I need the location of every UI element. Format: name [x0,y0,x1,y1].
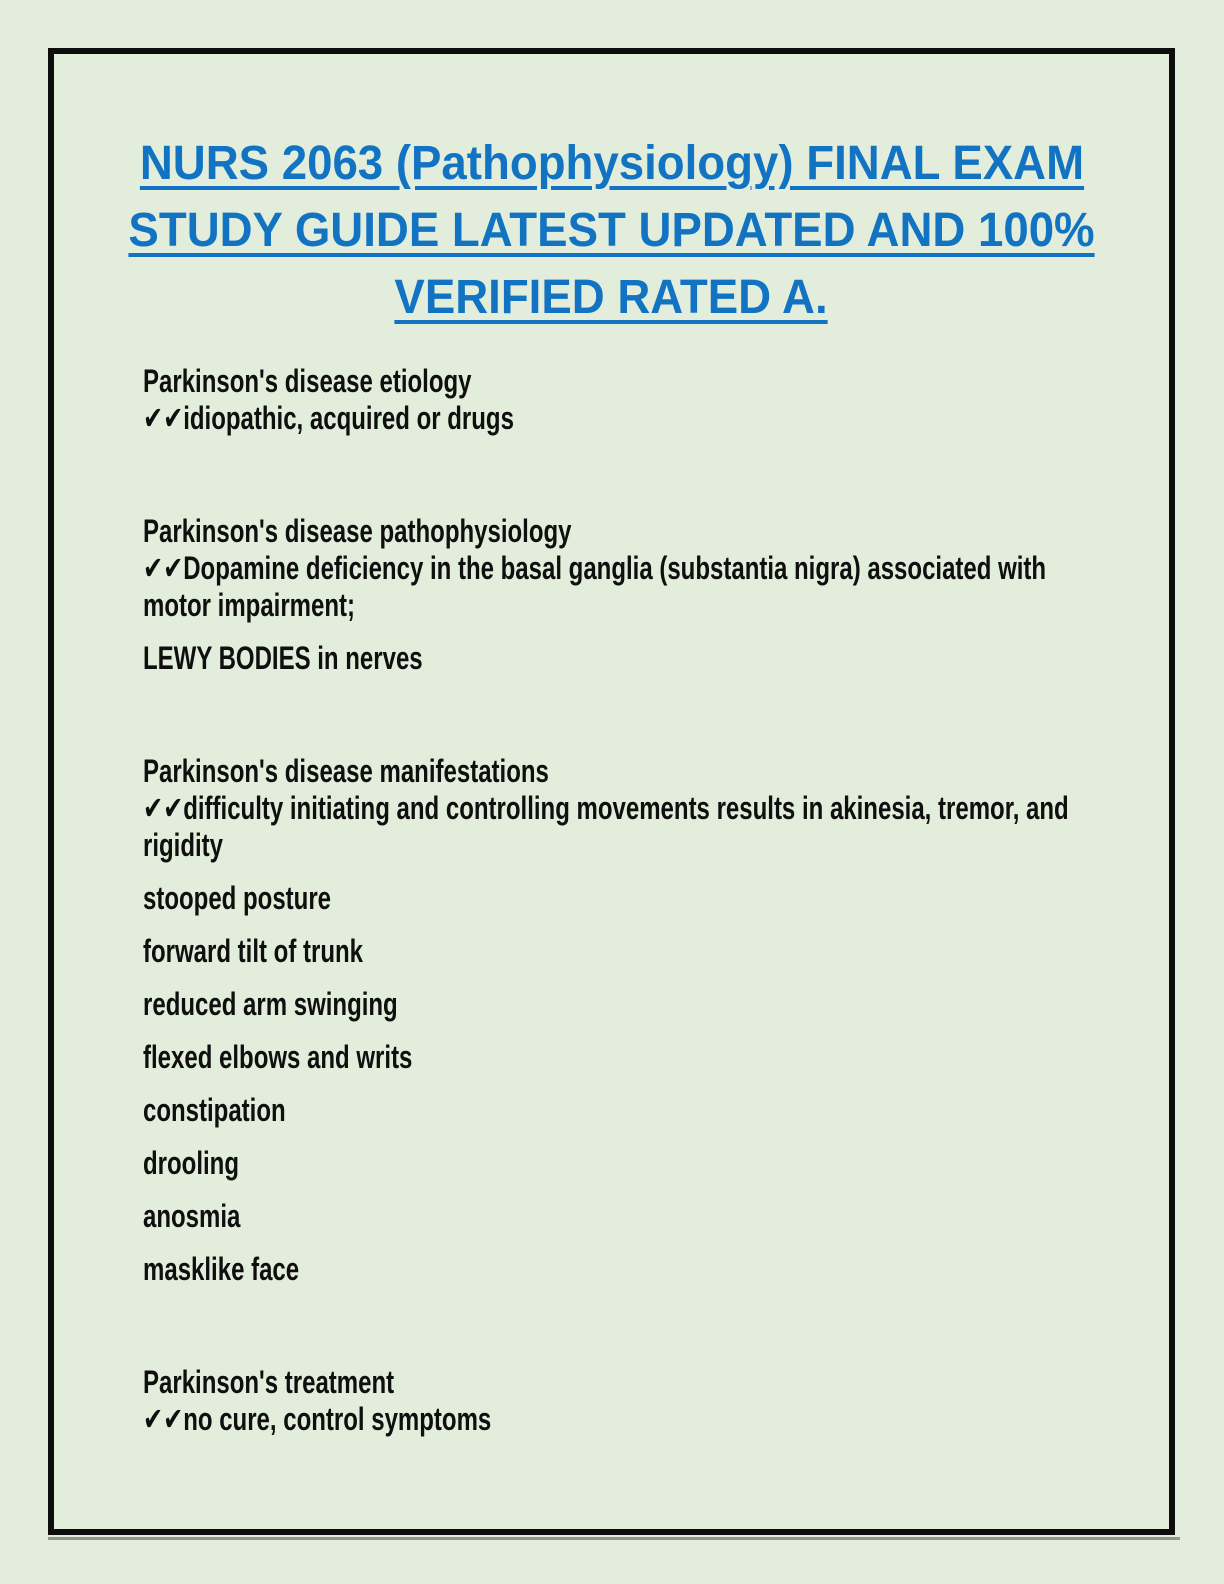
list-item [143,1198,1129,1235]
list-item-text: LEWY BODIES in nerves [143,640,423,676]
qa-block-pathophysiology [143,513,1129,677]
title-line-2-text: STUDY GUIDE LATEST UPDATED AND 100% [128,204,1095,257]
answer-text: ✔✔difficulty initiating and controlling movements results in akinesia, tremor, and [143,790,1069,826]
answer-line [143,827,1129,864]
question-text: Parkinson's disease etiology [143,363,472,399]
question-line [143,1364,1129,1401]
answer-text: ✔✔idiopathic, acquired or drugs [143,400,514,436]
list-item [143,1251,1129,1288]
list-item-text: drooling [143,1145,239,1181]
question-line [143,363,1129,400]
title-line-1-text: NURS 2063 (Pathophysiology) FINAL EXAM [139,137,1084,190]
question-text: Parkinson's disease manifestations [143,753,549,789]
list-item [143,640,1129,677]
answer-line [143,1401,1129,1438]
page-frame [48,48,1175,1535]
list-item-text: masklike face [143,1251,300,1287]
answer-line [143,790,1129,827]
title-line-2 [54,197,1169,264]
list-item-text: stooped posture [143,880,332,916]
list-item [143,1039,1129,1076]
title-line-3-text: VERIFIED RATED A. [394,271,829,324]
list-item [143,1092,1129,1129]
list-item [143,933,1129,970]
question-text: Parkinson's treatment [143,1364,395,1400]
answer-line [143,550,1129,587]
qa-block-treatment [143,1364,1129,1438]
title-line-3 [54,264,1169,331]
answer-line [143,400,1129,437]
answer-text: ✔✔no cure, control symptoms [143,1401,492,1437]
qa-block-manifestations [143,753,1129,1288]
answer-text: rigidity [143,827,224,863]
list-item-text: flexed elbows and writs [143,1039,413,1075]
list-item-text: forward tilt of trunk [143,933,363,969]
list-item [143,1145,1129,1182]
document-body [54,363,1169,1438]
title-line-1 [54,130,1169,197]
qa-block-etiology [143,363,1129,437]
list-item [143,986,1129,1023]
question-text: Parkinson's disease pathophysiology [143,513,572,549]
answer-line [143,587,1129,624]
list-item-text: constipation [143,1092,286,1128]
question-line [143,513,1129,550]
question-line [143,753,1129,790]
list-item-text: reduced arm swinging [143,986,398,1022]
answer-text: motor impairment; [143,587,356,623]
list-item [143,880,1129,917]
answer-text: ✔✔Dopamine deficiency in the basal ganglia (substantia nigra) associated with [143,550,1047,586]
document-title [54,130,1169,331]
list-item-text: anosmia [143,1198,241,1234]
